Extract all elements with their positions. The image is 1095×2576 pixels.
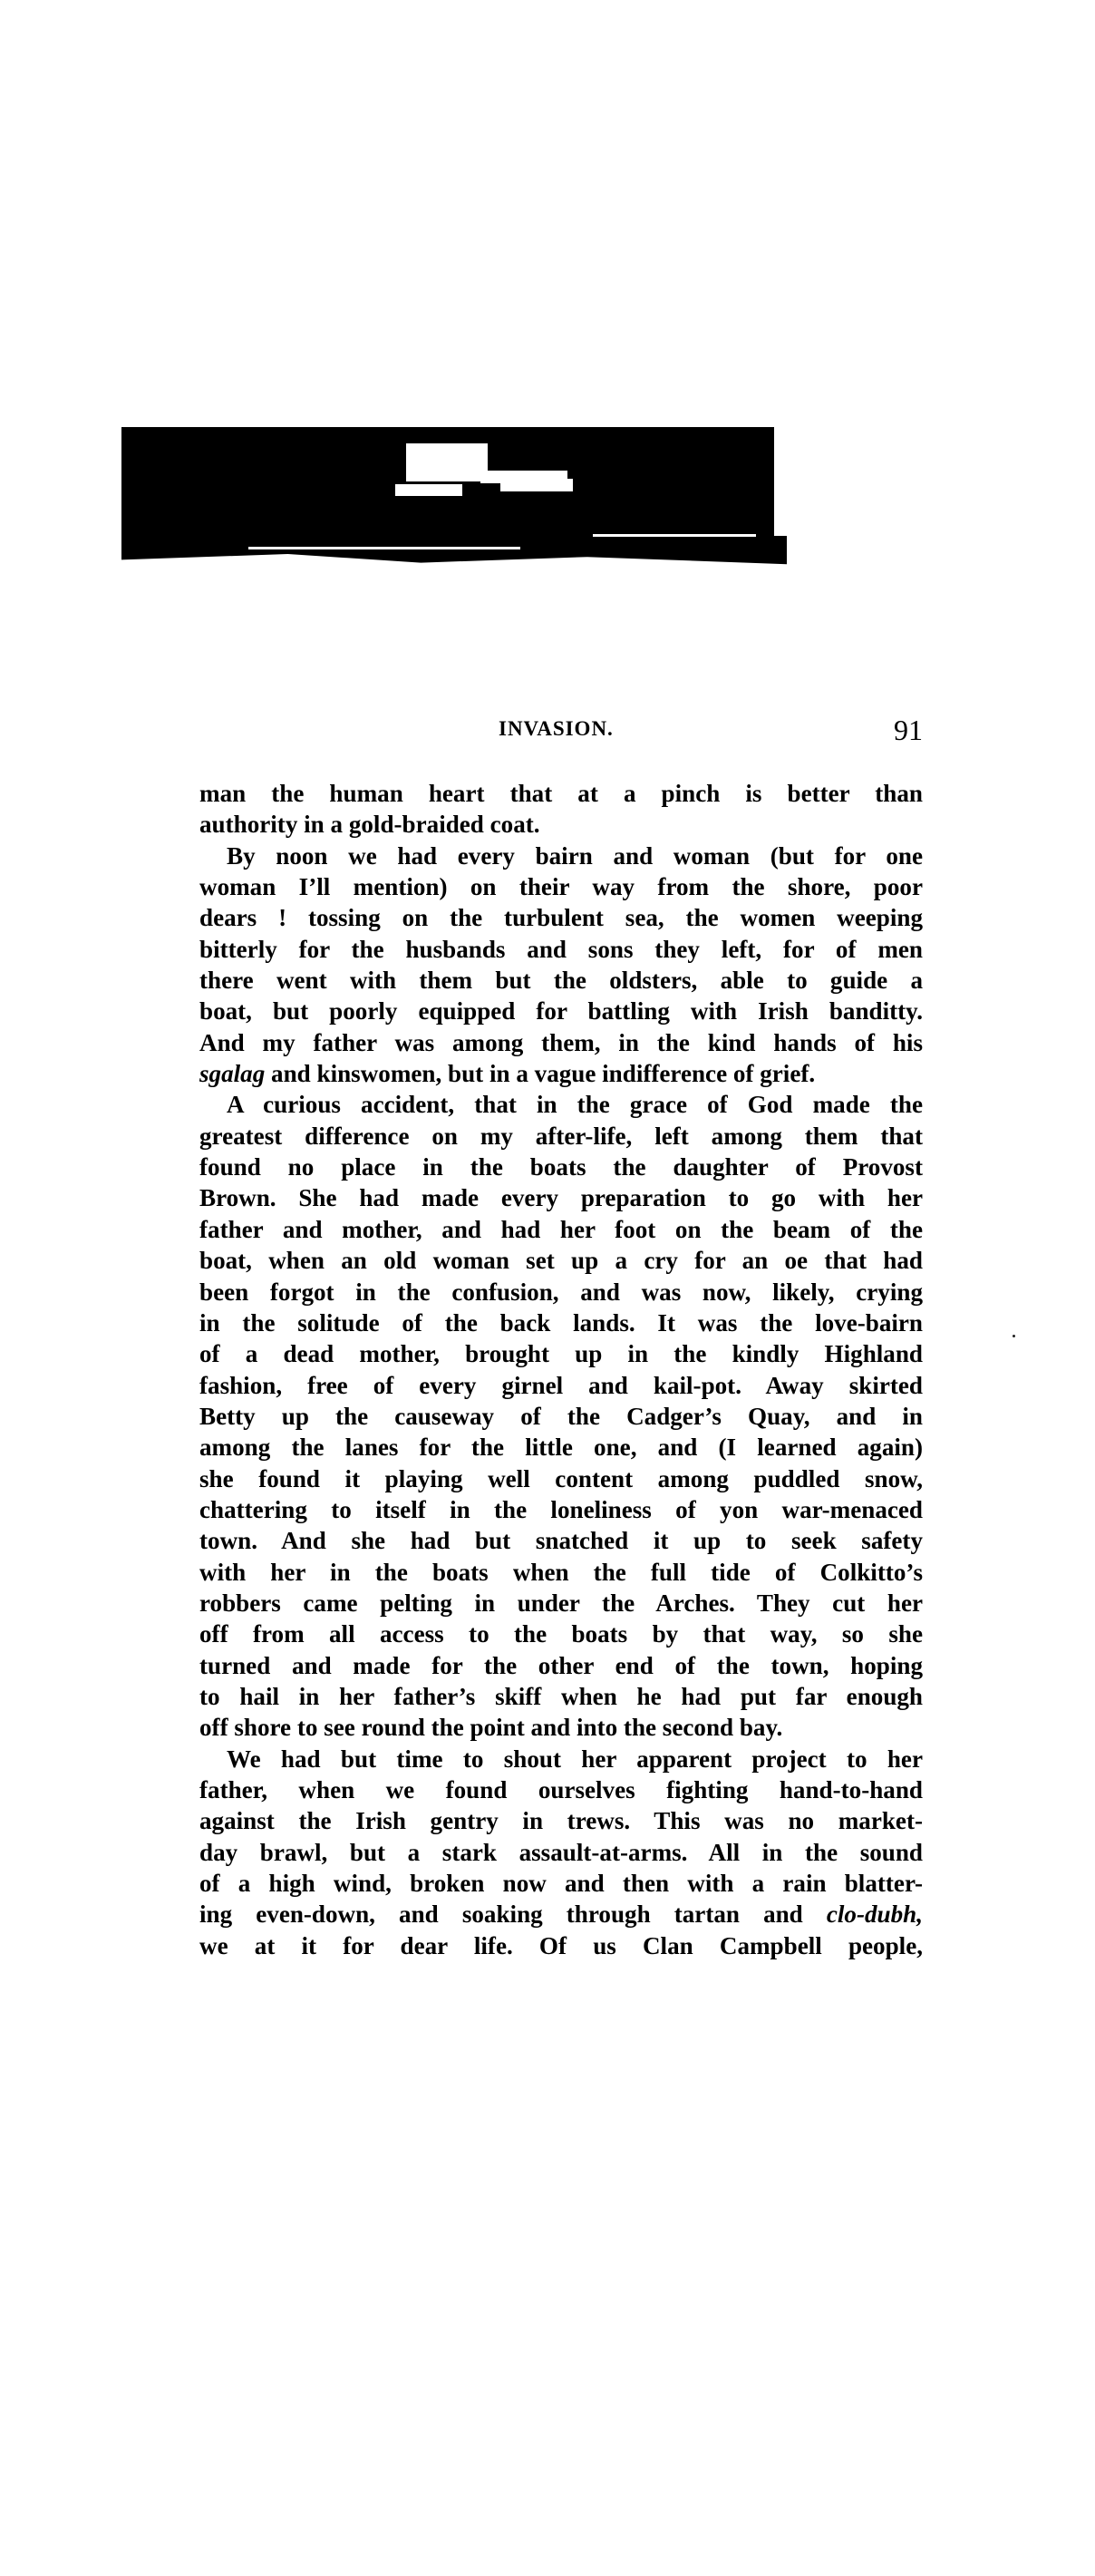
text-line	[199, 1805, 923, 1836]
text-line	[199, 1214, 923, 1245]
text-line	[199, 841, 923, 871]
band-white-mark	[395, 484, 462, 496]
line-text: And my father was among them, in the kind hands of his	[199, 1028, 923, 1056]
text-line	[199, 1681, 923, 1712]
line-text: found no place in the boats the daughter of Provost	[199, 1153, 923, 1181]
text-line	[199, 902, 923, 933]
line-text: Betty up the causeway of the Cadger’s Quay, and in	[199, 1402, 923, 1430]
line-text: with her in the boats when the full tide of Colkitto’s	[199, 1558, 923, 1586]
line-text: father, when we found ourselves fighting hand-to-hand	[199, 1776, 923, 1803]
text-line	[199, 1837, 923, 1868]
line-text: robbers came pelting in under the Arches. They cut her	[199, 1589, 923, 1617]
text-line	[199, 1774, 923, 1805]
line-text: woman I’ll mention) on their way from the shore, poor	[199, 873, 923, 901]
body-text	[199, 778, 923, 1961]
text-line	[199, 778, 923, 809]
band-white-mark	[500, 479, 573, 491]
line-text: there went with them but the oldsters, able to guide a	[199, 967, 923, 995]
italic-word: clo-dubh,	[826, 1900, 923, 1929]
text-line	[199, 1121, 923, 1152]
line-text: By noon we had every bairn and woman (but for one	[227, 841, 923, 870]
text-line	[199, 1370, 923, 1401]
text-line	[199, 1494, 923, 1525]
italic-word: sgalag	[199, 1060, 266, 1088]
line-text: bitterly for the husbands and sons they left, for of men	[199, 935, 923, 963]
line-text: man the human heart that at a pinch is better than	[199, 780, 923, 807]
line-text: in the solitude of the back lands. It was the love-bairn	[199, 1308, 923, 1337]
line-text: off shore to see round the point and into the second bay.	[199, 1714, 783, 1742]
text-line	[199, 871, 923, 902]
text-line	[199, 1712, 923, 1743]
line-text: against the Irish gentry in trews. This was no market-	[199, 1807, 923, 1835]
text-line	[199, 1432, 923, 1463]
band-white-streak	[774, 427, 787, 536]
text-line	[199, 1089, 923, 1120]
text-line	[199, 965, 923, 996]
line-text: We had but time to shout her apparent project to her	[227, 1745, 923, 1773]
text-line	[199, 1930, 923, 1961]
line-text: boat, but poorly equipped for battling with Irish banditty.	[199, 997, 923, 1026]
text-line	[199, 1463, 923, 1494]
line-text: authority in a gold-braided coat.	[199, 811, 540, 839]
line-text: she found it playing well content among puddled snow,	[199, 1464, 923, 1492]
line-text: father and mother, and had her foot on the beam of the	[199, 1215, 923, 1243]
text-line	[199, 1401, 923, 1432]
text-line	[199, 934, 923, 965]
line-text: chattering to itself in the loneliness of yon war-menaced	[199, 1495, 923, 1523]
line-text: among the lanes for the little one, and (I learned again)	[199, 1434, 923, 1462]
text-line	[199, 1245, 923, 1276]
text-line	[199, 996, 923, 1026]
line-text: Brown. She had made every preparation to go with her	[199, 1184, 923, 1212]
line-text: turned and made for the other end of the town, hoping	[199, 1651, 923, 1679]
band-white-streak	[593, 534, 756, 537]
line-text: fashion, free of every girnel and kail-pot. Away skirted	[199, 1371, 923, 1399]
text-line	[199, 1588, 923, 1619]
text-line	[199, 1868, 923, 1899]
band-white-streak	[248, 547, 520, 549]
text-line	[199, 1619, 923, 1649]
text-line	[199, 1152, 923, 1182]
line-text: ing even-down, and soaking through tartan and	[199, 1900, 827, 1929]
line-text: day brawl, but a stark assault-at-arms. All in the sound	[199, 1838, 923, 1866]
band-white-streak	[121, 554, 787, 569]
line-text: town. And she had but snatched it up to seek safety	[199, 1527, 923, 1555]
text-line	[199, 1525, 923, 1556]
line-text: to hail in her father’s skiff when he had put far enough	[199, 1682, 923, 1710]
text-line	[199, 1744, 923, 1774]
band-white-mark	[406, 443, 488, 481]
line-text: been forgot in the confusion, and was now, likely, crying	[199, 1278, 923, 1306]
line-text: we at it for dear life. Of us Clan Campbell people,	[199, 1931, 923, 1959]
stray-ink-mark	[1013, 1335, 1015, 1337]
text-line	[199, 1277, 923, 1307]
line-text: boat, when an old woman set up a cry for an oe that had	[199, 1247, 923, 1275]
text-line	[199, 1338, 923, 1369]
line-text: greatest difference on my after-life, left among them that	[199, 1122, 923, 1150]
line-text: dears ! tossing on the turbulent sea, the women weeping	[199, 904, 923, 932]
line-text: of a dead mother, brought up in the kindly Highland	[199, 1340, 923, 1368]
line-text: of a high wind, broken now and then with a rain blatter-	[199, 1870, 923, 1898]
text-line	[199, 1307, 923, 1338]
text-line	[199, 1182, 923, 1213]
text-line	[199, 1557, 923, 1588]
text-line	[199, 1899, 923, 1930]
text-line	[199, 809, 923, 840]
running-head	[199, 714, 923, 748]
text-line	[199, 1058, 923, 1089]
text-line	[199, 1650, 923, 1681]
line-text: A curious accident, that in the grace of God made the	[227, 1091, 923, 1119]
text-line	[199, 1027, 923, 1058]
page-number: 91	[894, 714, 923, 746]
running-title: INVASION.	[499, 717, 614, 740]
line-text: off from all access to the boats by that way, so she	[199, 1620, 923, 1648]
scanned-black-band	[121, 427, 787, 569]
line-text: and kinswomen, but in a vague indifference of grief.	[265, 1060, 816, 1088]
